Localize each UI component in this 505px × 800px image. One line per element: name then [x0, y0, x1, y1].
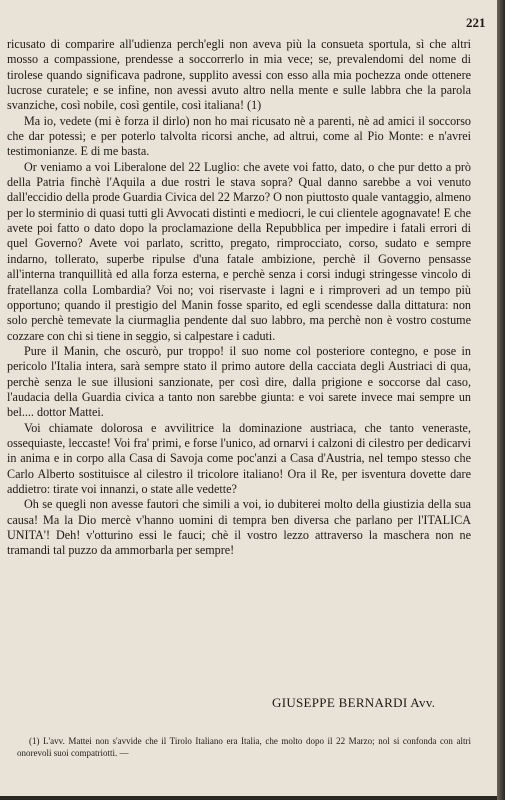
page-number: 221: [466, 15, 486, 30]
paragraph: Oh se quegli non avesse fautori che simili a voi, io dubiterei molto della giustizia della sua causa! Ma la Dio mercè v'hanno uomini di tempra ben diversa che parlano per l'ITALICA UNITA'! Deh! v'otturino essi le fauci; chè il vostro lezzo attraverso la maschera non ne tramandi tal puzzo da ammorbarla per sempre!: [7, 497, 471, 558]
paragraph: Ma io, vedete (mi è forza il dirlo) non ho mai ricusato nè a parenti, nè ad amici il soccorso che dar potessi; e per poterlo talvolta ricorsi anche, ad altrui, come al Pio Monte: e n'avrei testimonianze. E di me basta.: [7, 113, 471, 159]
paragraph: Pure il Manin, che oscurò, pur troppo! il suo nome col posteriore contegno, e pose in pericolo l'Italia intera, sarà sempre stato il primo autore della cacciata degli Austriaci di qua, perchè senza le sue illusioni sanzionate, per così dire, dalla prigione e soccorse dal caso, l'audacia della Guardia civica a tanto non sarebbe giunta: e voi sarete invece mai sempre un bel.... dottor Mattei.: [7, 343, 471, 420]
paragraph: ricusato di comparire all'udienza perch'egli non aveva più la consueta sportula, sì che altri mosso a compassione, prendesse a soccorrerlo in mia vece; se, prevalendomi del nome di tirolese quando significava padrone, supplito avessi con esso alla mia pochezza onde ottenere lucrose curatele; e se infine, non avessi avuto altro nella mente e sulle labbra che la parola svanziche, così nobile, così gentile, così italiana! (1): [7, 37, 471, 113]
paragraph: Or veniamo a voi Liberalone del 22 Luglio: che avete voi fatto, dato, o che pur detto a prò della Patria finchè l'Aquila a due rostri le stava sopra? Qual danno sarebbe a voi venuto dall'eccidio della prode Guardia Civica del 22 Marzo? O non piuttosto quale vantaggio, almeno per lo sterminio di quasi tutti gli Avvocati distinti e mediocri, le cui clientele agognavate! E che avete poi fatto o dato dopo la proclamazione della Repubblica per impedire i fatali errori di quel Governo? Avete voi parlato, scritto, pregato, rimprocciato, corso, sudato e sempre indarno, tollerato, superbe ripulse d'una fatale ambizione, perchè il Governo pensasse all'interna tranquillità ed alla forza esterna, e perchè senza i corsi indugi stringesse vincolo di fratellanza colla Lombardia? Voi no; voi riservaste i lagni e i rimproveri ad un tempo più opportuno; quando il prestigio del Manin fosse sparito, ed egli scendesse dalla dittatura: non solo perchè temevate la ciurmaglia pendente dal suo labbro, ma perchè non è vostro costume cozzare con chi si tiene in seggio, si calpestare i caduti.: [7, 159, 471, 343]
page-edge-shadow: [497, 0, 505, 800]
footnote: (1) L'avv. Mattei non s'avvide che il Tirolo Italiano era Italia, che molto dopo il 22 Marzo; nol si confonda con altri onorevoli suoi compatriotti. —: [17, 736, 471, 758]
author-signature: GIUSEPPE BERNARDI Avv.: [272, 695, 436, 710]
paragraph: Voi chiamate dolorosa e avvilitrice la dominazione austriaca, che tanto veneraste, ossequiaste, leccaste! Voi fra' primi, e forse l'unico, ad ornarvi i calzoni di cilestro per dedicarvi in anima e in corpo alla Casa di Savoja come poc'anzi a Casa d'Austria, nel tempo stesso che Carlo Alberto sostituisce al cilestro il tricolore italiano! Ora il Re, per isventura dovette dare addietro: tirate voi innanzi, o state alle vedette?: [7, 420, 471, 496]
article-body: [7, 37, 471, 559]
